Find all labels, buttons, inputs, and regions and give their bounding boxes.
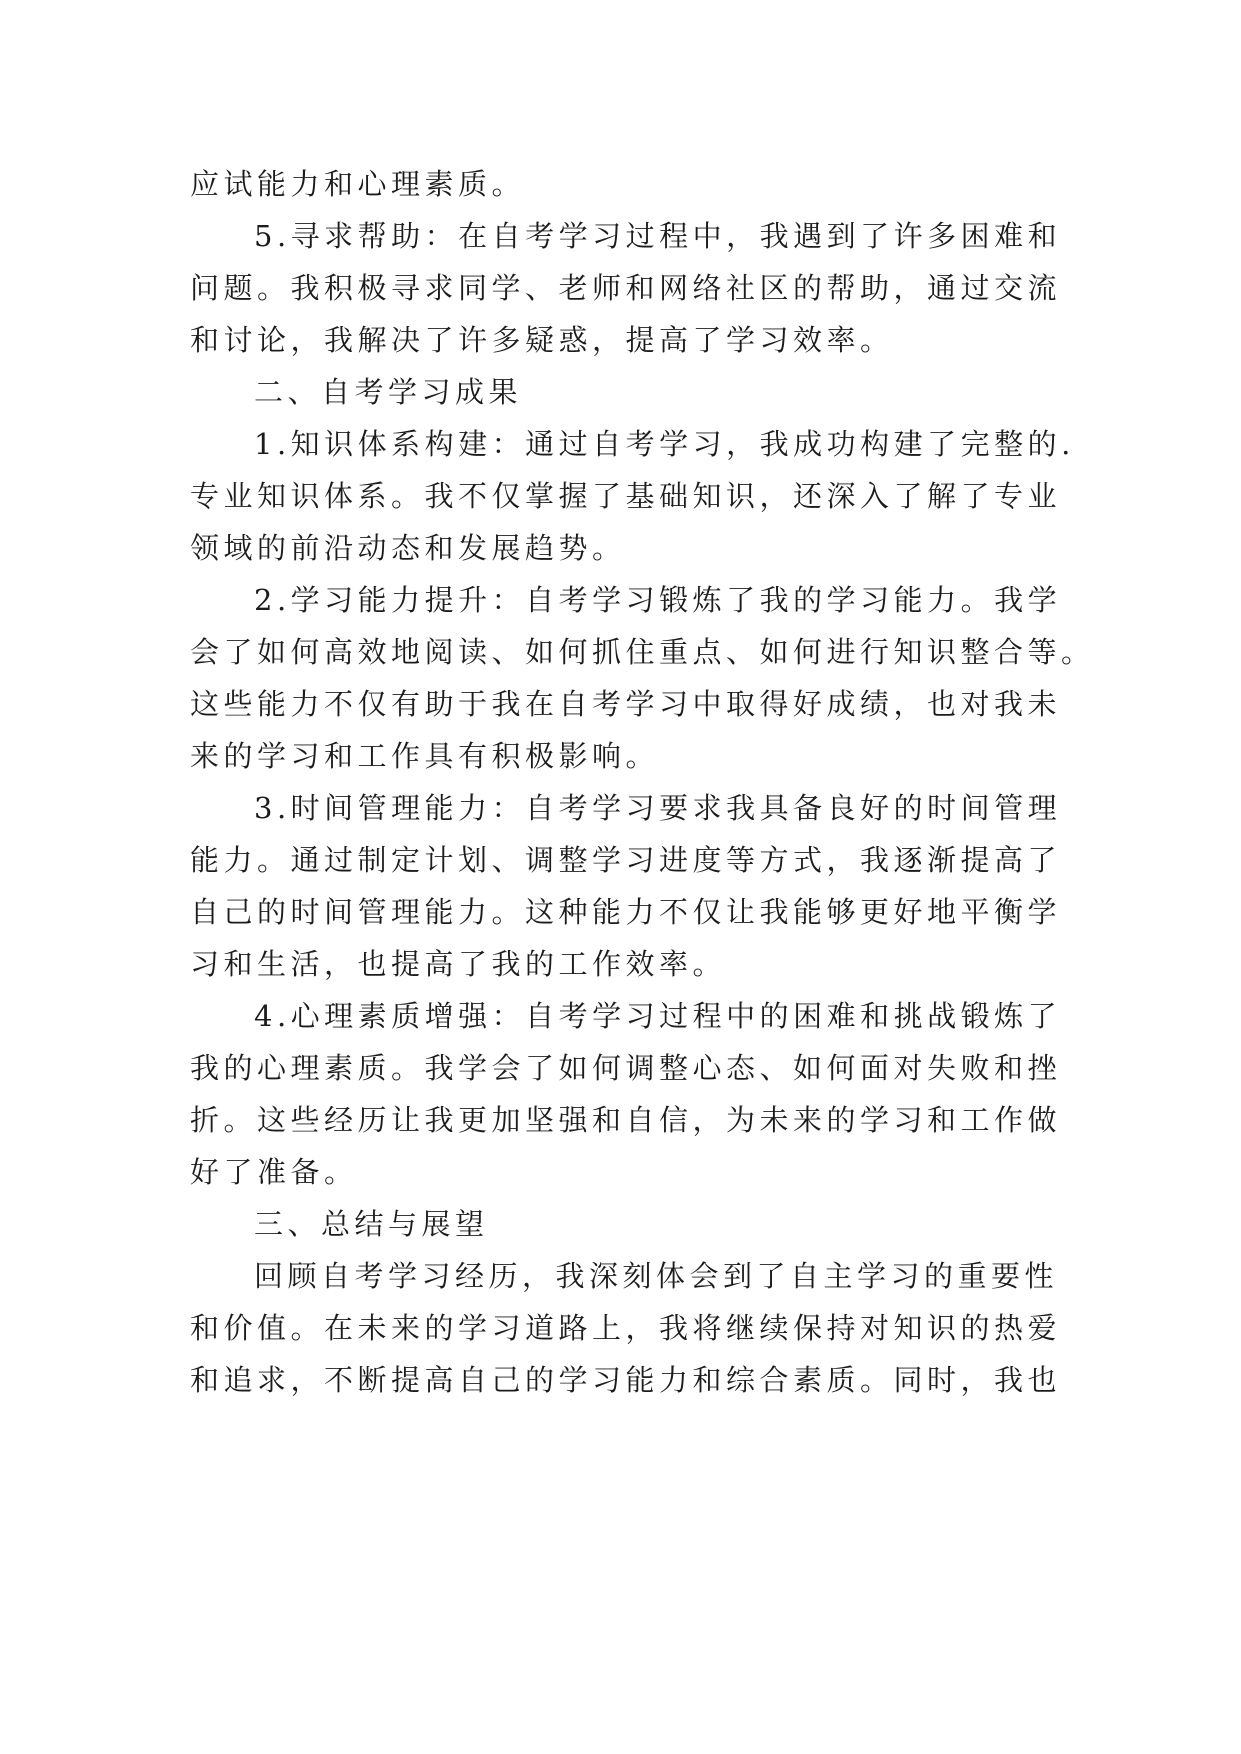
text-line: 回顾自考学习经历，我深刻体会到了自主学习的重要性 bbox=[254, 1259, 1059, 1293]
text-line: 来的学习和工作具有积极影响。 bbox=[190, 739, 660, 773]
document-body bbox=[190, 158, 1095, 1406]
text-line: 专业知识体系。我不仅掌握了基础知识，还深入了解了专业 bbox=[190, 479, 1062, 513]
text-line: 和讨论，我解决了许多疑惑，提高了学习效率。 bbox=[190, 323, 894, 357]
text-line: 和追求，不断提高自己的学习能力和综合素质。同时，我也 bbox=[190, 1363, 1062, 1397]
text-line: 领域的前沿动态和发展趋势。 bbox=[190, 531, 626, 565]
paragraph-intro-tail bbox=[190, 158, 1056, 210]
text-line: 1.知识体系构建：通过自考学习，我成功构建了完整的. bbox=[254, 427, 1075, 461]
text-line: 我的心理素质。我学会了如何调整心态、如何面对失败和挫 bbox=[190, 1051, 1062, 1085]
text-line: 折。这些经历让我更加坚强和自信，为未来的学习和工作做 bbox=[190, 1103, 1062, 1137]
section-heading-results bbox=[190, 366, 1056, 418]
text-line: 4.心理素质增强：自考学习过程中的困难和挑战锻炼了 bbox=[254, 999, 1062, 1033]
paragraph-time-management bbox=[190, 782, 1062, 990]
text-line: 能力。通过制定计划、调整学习进度等方式，我逐渐提高了 bbox=[190, 843, 1062, 877]
section-heading: 二、自考学习成果 bbox=[254, 375, 523, 409]
text-line: 这些能力不仅有助于我在自考学习中取得好成绩，也对我未 bbox=[190, 687, 1062, 721]
text-line: 5.寻求帮助：在自考学习过程中，我遇到了许多困难和 bbox=[254, 219, 1062, 253]
text-line: 好了准备。 bbox=[190, 1155, 358, 1189]
text-line: 会了如何高效地阅读、如何抓住重点、如何进行知识整合等。 bbox=[190, 635, 1095, 669]
paragraph-mental-quality bbox=[190, 990, 1062, 1198]
section-heading: 三、总结与展望 bbox=[254, 1207, 489, 1241]
paragraph-knowledge-system bbox=[190, 418, 1075, 574]
section-heading-summary bbox=[190, 1198, 1056, 1250]
paragraph-seek-help bbox=[190, 210, 1062, 366]
text-line: 应试能力和心理素质。 bbox=[190, 167, 526, 201]
text-line: 2.学习能力提升：自考学习锻炼了我的学习能力。我学 bbox=[254, 583, 1062, 617]
text-line: 自己的时间管理能力。这种能力不仅让我能够更好地平衡学 bbox=[190, 895, 1062, 929]
paragraph-learning-ability bbox=[190, 574, 1095, 782]
text-line: 和价值。在未来的学习道路上，我将继续保持对知识的热爱 bbox=[190, 1311, 1062, 1345]
paragraph-summary bbox=[190, 1250, 1062, 1406]
text-line: 习和生活，也提高了我的工作效率。 bbox=[190, 947, 727, 981]
text-line: 问题。我积极寻求同学、老师和网络社区的帮助，通过交流 bbox=[190, 271, 1062, 305]
text-line: 3.时间管理能力：自考学习要求我具备良好的时间管理 bbox=[254, 791, 1062, 825]
